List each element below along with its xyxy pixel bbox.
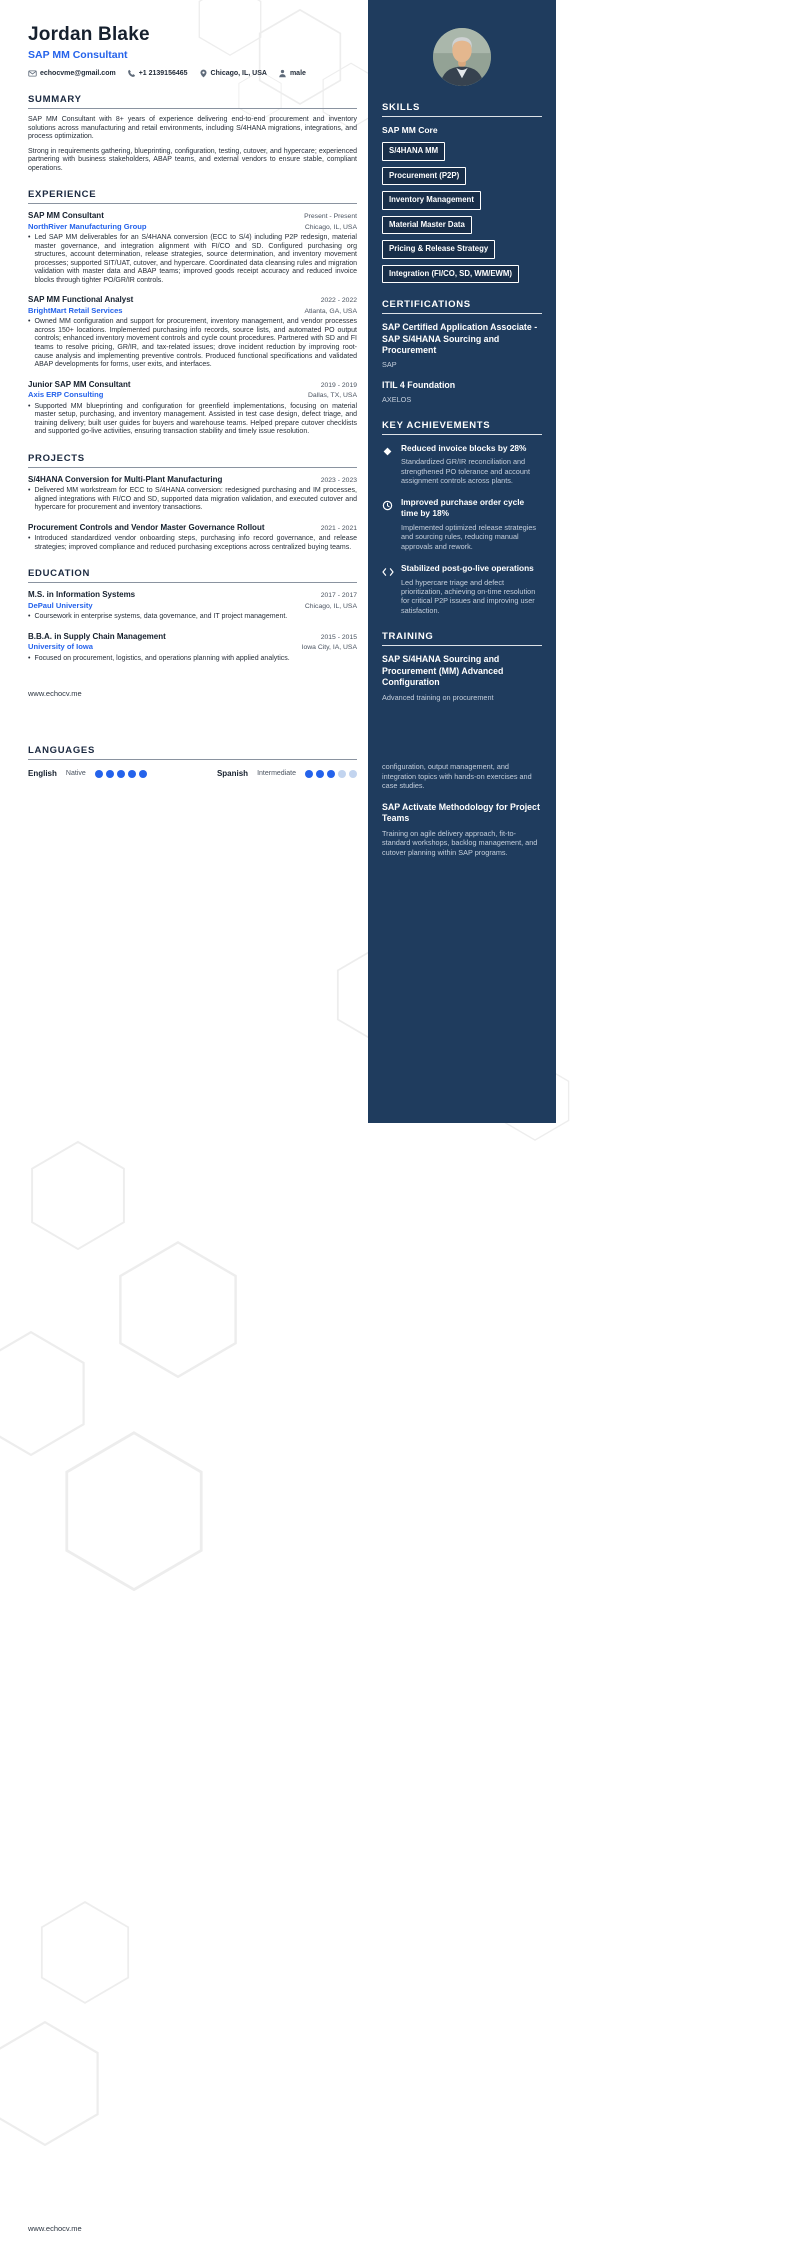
training-item <box>382 654 542 791</box>
projects-heading: PROJECTS <box>28 453 357 468</box>
certification-item <box>382 380 542 404</box>
bullet-marker: • <box>28 487 31 495</box>
bullet-marker: • <box>28 613 31 621</box>
proficiency-dot-empty <box>338 770 346 778</box>
training-title: SAP Activate Methodology for Project Teams <box>382 801 540 824</box>
skills-heading: SKILLS <box>382 102 542 117</box>
hexagon-decoration <box>0 2020 100 2146</box>
training-description-continued: configuration, output management, and integration topics with hands-on exercises and case studies. <box>382 762 532 791</box>
experience-entry <box>28 211 357 285</box>
proficiency-dot-filled <box>139 770 147 778</box>
language-name: Spanish <box>216 769 249 779</box>
training-description: Advanced training on procurement <box>382 692 494 702</box>
school-name: University of Iowa <box>28 642 93 652</box>
language-proficiency-dots <box>95 770 147 778</box>
education-bullet: Coursework in enterprise systems, data governance, and IT project management. <box>34 613 288 621</box>
avatar <box>433 28 491 86</box>
hexagon-decoration <box>118 1240 238 1378</box>
degree-title: B.B.A. in Supply Chain Management <box>28 631 166 641</box>
languages-section <box>28 745 357 778</box>
achievements-heading: KEY ACHIEVEMENTS <box>382 420 542 435</box>
proficiency-dot-empty <box>349 770 357 778</box>
language-item <box>217 769 357 778</box>
school-name: DePaul University <box>28 600 93 610</box>
training-description: Training on agile delivery approach, fit-to-standard workshops, backlog management, and cutover planning within SAP programs. <box>382 828 538 857</box>
certification-name: ITIL 4 Foundation <box>382 379 456 390</box>
project-bullet: Introduced standardized vendor onboarding steps, purchasing info record governance, and release strategies; improved compliance and reduced purchasing exceptions across centralized buying teams. <box>34 535 357 551</box>
education-dates: 2015 - 2015 <box>320 633 357 641</box>
proficiency-dot-filled <box>117 770 125 778</box>
project-entry <box>28 475 357 513</box>
languages-row <box>28 769 357 778</box>
contact-location: Chicago, IL, USA <box>199 69 267 78</box>
certification-issuer: SAP <box>382 359 397 369</box>
job-location: Atlanta, GA, USA <box>304 307 357 315</box>
job-dates: 2022 - 2022 <box>320 297 357 305</box>
summary-paragraph: Strong in requirements gathering, blueprinting, configuration, testing, cutover, and hypercare; experienced partnering with business stakeholders, ABAP teams, and external vendors to ensure stable, compliant operations. <box>28 147 357 172</box>
language-level: Intermediate <box>257 770 296 778</box>
site-footer-link[interactable]: www.echocv.me <box>28 2224 82 2233</box>
page-break-gap <box>382 702 542 762</box>
person-icon <box>278 69 287 78</box>
skill-chip: Inventory Management <box>382 191 481 210</box>
project-dates: 2021 - 2021 <box>320 524 357 532</box>
hexagon-decoration <box>64 1430 204 1591</box>
bullet-marker: • <box>28 234 31 242</box>
code-icon <box>382 563 394 615</box>
experience-heading: EXPERIENCE <box>28 189 357 204</box>
skill-chip: Material Master Data <box>382 216 472 235</box>
education-entry <box>28 632 357 664</box>
job-dates: Present - Present <box>304 213 357 221</box>
hexagon-decoration <box>30 1140 126 1250</box>
skill-chip: Pricing & Release Strategy <box>382 240 495 259</box>
degree-title: M.S. in Information Systems <box>28 590 136 600</box>
proficiency-dot-filled <box>106 770 114 778</box>
bullet-marker: • <box>28 654 31 662</box>
proficiency-dot-filled <box>128 770 136 778</box>
education-dates: 2017 - 2017 <box>320 592 357 600</box>
skill-group-label: SAP MM Core <box>382 125 438 135</box>
experience-section <box>28 189 357 437</box>
education-entry <box>28 590 357 622</box>
job-location: Chicago, IL, USA <box>304 223 357 231</box>
bullet-marker: • <box>28 535 31 543</box>
training-item <box>382 802 542 858</box>
achievement-item <box>382 443 542 486</box>
main-column <box>28 24 357 778</box>
contact-gender: male <box>278 69 306 78</box>
certification-issuer: AXELOS <box>382 394 412 404</box>
job-title: Junior SAP MM Consultant <box>28 379 131 389</box>
contact-email: echocvme@gmail.com <box>28 69 116 78</box>
language-level: Native <box>65 770 86 778</box>
achievement-title: Improved purchase order cycle time by 18% <box>401 497 525 519</box>
achievement-title: Reduced invoice blocks by 28% <box>401 442 527 453</box>
project-title: Procurement Controls and Vendor Master Governance Rollout <box>28 522 265 532</box>
achievement-description: Led hypercare triage and defect prioritization, achieving on-time resolution for critical P2P issues and improving user satisfaction. <box>401 577 536 615</box>
education-section <box>28 568 357 663</box>
achievements-section <box>382 420 542 615</box>
education-location: Chicago, IL, USA <box>304 602 357 610</box>
projects-section <box>28 453 357 553</box>
achievement-description: Standardized GR/IR reconciliation and strengthened PO tolerance and account assignment controls across plants. <box>401 457 530 485</box>
proficiency-dot-filled <box>95 770 103 778</box>
person-title: SAP MM Consultant <box>28 49 128 61</box>
location-pin-icon <box>199 69 208 78</box>
certifications-section <box>382 299 542 403</box>
proficiency-dot-filled <box>327 770 335 778</box>
languages-heading: LANGUAGES <box>28 745 357 760</box>
diamond-icon <box>382 443 394 486</box>
company-name: BrightMart Retail Services <box>28 305 123 315</box>
job-location: Dallas, TX, USA <box>308 392 357 400</box>
summary-section <box>28 94 357 173</box>
achievement-item <box>382 563 542 615</box>
certification-item <box>382 322 542 369</box>
certifications-heading: CERTIFICATIONS <box>382 299 542 314</box>
bullet-marker: • <box>28 318 31 326</box>
summary-heading: SUMMARY <box>28 94 357 109</box>
skill-chip: Integration (FI/CO, SD, WM/EWM) <box>382 265 519 284</box>
achievement-item <box>382 497 542 551</box>
training-heading: TRAINING <box>382 631 542 646</box>
education-bullet: Focused on procurement, logistics, and operations planning with applied analytics. <box>34 654 290 662</box>
language-name: English <box>28 769 57 779</box>
sidebar <box>368 0 556 1123</box>
job-bullet: Owned MM configuration and support for procurement, inventory management, and vendor processes across 150+ locations. Implemented purchasing info records, source lists, and automated PO output controls; enhanced inventory movement controls and cycle count procedures. Partnered with SD and FI teams to resolve pricing, GR/IR, and tax-related issues; drove incident reduction by improving root-cause analysis and implementing preventive controls. Produced functional specifications and validated ABAP developments for forms, user exits, and interfaces. <box>34 318 357 369</box>
summary-paragraph: SAP MM Consultant with 8+ years of experience delivering end-to-end procurement and inventory solutions across manufacturing and retail environments, including S/4HANA migrations, integrations, and process optimization. <box>28 116 357 141</box>
certification-name: SAP Certified Application Associate - SAP S/4HANA Sourcing and Procurement <box>382 322 538 356</box>
job-bullet: Led SAP MM deliverables for an S/4HANA conversion (ECC to S/4) including P2P redesign, material master governance, and integration alignment with FI/CO and SD. Configured purchasing org structures, account determination, release strategies, source determination, and inventory movement processes; supported SIT/UAT, cutover, and hypercare. Coordinated data cleansing rules and migration validation with master data and ABAP teams; improved goods receipt accuracy and reduced invoice blocks through tighter PO/GR/IR controls. <box>34 234 357 284</box>
education-location: Iowa City, IA, USA <box>301 644 357 652</box>
clock-icon <box>382 497 394 551</box>
hexagon-decoration <box>40 1900 130 2004</box>
training-title: SAP S/4HANA Sourcing and Procurement (MM) Advanced Configuration <box>382 653 504 688</box>
project-bullet: Delivered MM workstream for ECC to S/4HANA conversion: redesigned purchasing and IM processes, aligned integrations with FI/CO and SD, supported data migration validation, and executed cutover and hypercare for procurement and inventory transactions. <box>34 487 357 512</box>
contact-row <box>28 69 357 78</box>
education-heading: EDUCATION <box>28 568 357 583</box>
proficiency-dot-filled <box>316 770 324 778</box>
company-name: Axis ERP Consulting <box>28 390 104 400</box>
project-title: S/4HANA Conversion for Multi-Plant Manufacturing <box>28 474 223 484</box>
person-name: Jordan Blake <box>28 24 150 45</box>
training-section <box>382 631 542 857</box>
experience-entry <box>28 380 357 437</box>
achievement-title: Stabilized post-go-live operations <box>401 562 534 573</box>
job-title: SAP MM Functional Analyst <box>28 295 134 305</box>
phone-icon <box>127 69 136 78</box>
job-title: SAP MM Consultant <box>28 211 104 221</box>
experience-entry <box>28 295 357 369</box>
site-footer-link[interactable]: www.echocv.me <box>28 689 82 699</box>
skills-section <box>382 102 542 283</box>
project-dates: 2023 - 2023 <box>320 476 357 484</box>
envelope-icon <box>28 69 37 78</box>
skill-chip: Procurement (P2P) <box>382 167 466 186</box>
job-bullet: Supported MM blueprinting and configuration for greenfield implementations, focusing on material master setup, purchasing, and inventory management. Assisted in test case design, defect triage, and training delivery; built user guides for buyers and warehouse teams. Helped prepare cutover checklists and supported go-live activities, ensuring transaction stability and timely issue resolution. <box>34 402 357 436</box>
language-proficiency-dots <box>305 770 357 778</box>
language-item <box>28 769 147 778</box>
bullet-marker: • <box>28 402 31 410</box>
contact-phone: +1 2139156465 <box>127 69 188 78</box>
achievement-description: Implemented optimized release strategies and sourcing rules, reducing manual approvals and rework. <box>401 522 537 551</box>
skill-chip: S/4HANA MM <box>382 142 445 161</box>
proficiency-dot-filled <box>305 770 313 778</box>
project-entry <box>28 523 357 553</box>
job-dates: 2019 - 2019 <box>320 381 357 389</box>
company-name: NorthRiver Manufacturing Group <box>28 221 147 231</box>
